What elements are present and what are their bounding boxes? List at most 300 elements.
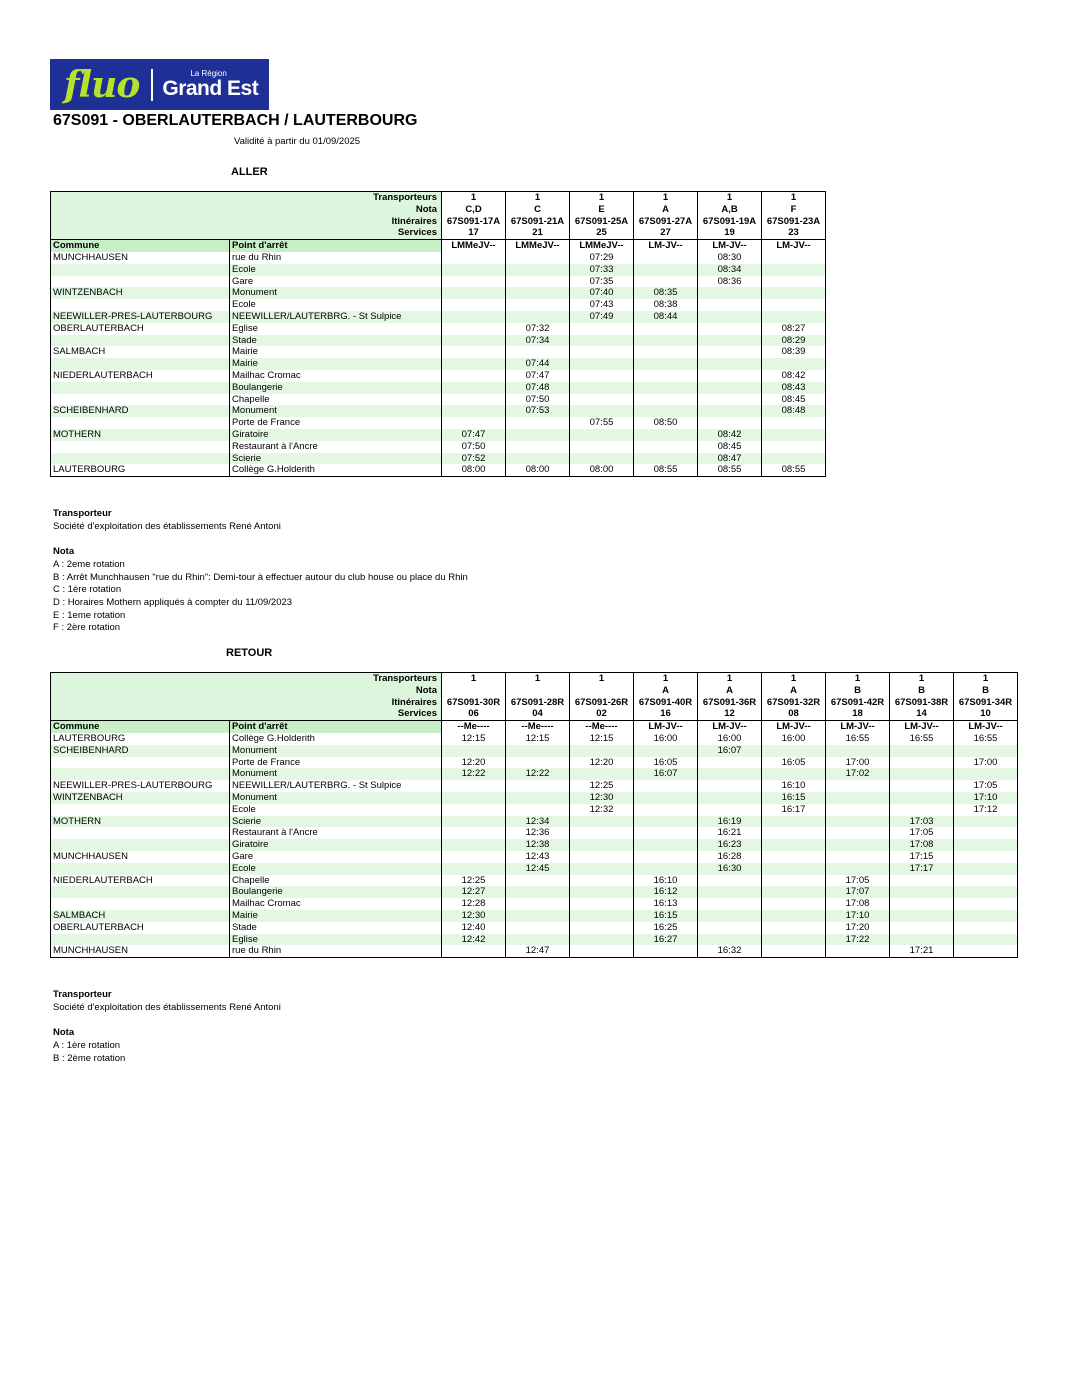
time-cell: 17:05 (890, 827, 954, 839)
time-cell (442, 839, 506, 851)
aller-footer (53, 508, 468, 635)
time-cell (698, 804, 762, 816)
stop-cell: Mailhac Cromac (230, 370, 442, 382)
time-cell (634, 370, 698, 382)
commune-cell: NEEWILLER-PRES-LAUTERBOURG (51, 311, 230, 323)
aller-nota-cell: E (570, 204, 634, 216)
table-row (51, 464, 826, 476)
commune-cell: OBERLAUTERBACH (51, 323, 230, 335)
time-cell (506, 264, 570, 276)
time-cell (954, 898, 1018, 910)
stop-cell: Monument (230, 768, 442, 780)
time-cell (762, 264, 826, 276)
retour-itineraire-cell: 67S091-42R (826, 697, 890, 709)
time-cell (698, 287, 762, 299)
time-cell (506, 346, 570, 358)
nota-item: C : 1ère rotation (53, 584, 122, 596)
time-cell: 08:00 (442, 464, 506, 476)
retour-service-cell: 02 (570, 708, 634, 720)
retour-nota-cell (506, 685, 570, 697)
time-cell: 12:30 (570, 792, 634, 804)
time-cell (762, 875, 826, 887)
retour-service-cell: 08 (762, 708, 826, 720)
stop-cell: Mairie (230, 346, 442, 358)
aller-days-cell: LM-JV-- (698, 240, 762, 252)
time-cell (634, 851, 698, 863)
table-row (51, 453, 826, 465)
table-row (51, 311, 826, 323)
time-cell (570, 382, 634, 394)
table-row (51, 323, 826, 335)
time-cell (570, 323, 634, 335)
time-cell (762, 311, 826, 323)
commune-cell (51, 863, 230, 875)
aller-transporteur-cell: 1 (442, 192, 506, 204)
time-cell: 16:32 (698, 945, 762, 957)
time-cell: 16:05 (762, 757, 826, 769)
time-cell: 07:32 (506, 323, 570, 335)
time-cell (442, 804, 506, 816)
time-cell: 16:27 (634, 934, 698, 946)
commune-cell (51, 264, 230, 276)
time-cell: 12:47 (506, 945, 570, 957)
commune-cell: MOTHERN (51, 816, 230, 828)
time-cell (698, 346, 762, 358)
retour-itineraire-cell: 67S091-28R (506, 697, 570, 709)
time-cell: 08:44 (634, 311, 698, 323)
time-cell (762, 934, 826, 946)
aller-days-cell: LM-JV-- (762, 240, 826, 252)
time-cell (890, 875, 954, 887)
logo-separator (151, 69, 153, 101)
table-row (51, 441, 826, 453)
table-row (51, 839, 1018, 851)
aller-itineraire-cell: 67S091-17A (442, 216, 506, 228)
retour-days-cell: LM-JV-- (954, 721, 1018, 733)
time-cell (506, 745, 570, 757)
retour-days-cell: --Me---- (506, 721, 570, 733)
table-row (51, 875, 1018, 887)
retour-days-cell: LM-JV-- (890, 721, 954, 733)
aller-service-cell: 27 (634, 227, 698, 239)
time-cell (890, 886, 954, 898)
time-cell (634, 323, 698, 335)
time-cell: 07:44 (506, 358, 570, 370)
aller-header-service (51, 227, 826, 239)
commune-cell: LAUTERBOURG (51, 464, 230, 476)
time-cell (506, 780, 570, 792)
time-cell (698, 405, 762, 417)
time-cell: 07:43 (570, 299, 634, 311)
time-cell (890, 745, 954, 757)
time-cell (698, 358, 762, 370)
time-cell (506, 441, 570, 453)
stop-cell: Boulangerie (230, 886, 442, 898)
table-row (51, 264, 826, 276)
time-cell: 16:21 (698, 827, 762, 839)
time-cell (762, 745, 826, 757)
time-cell: 08:00 (506, 464, 570, 476)
time-cell (826, 792, 890, 804)
time-cell (442, 370, 506, 382)
time-cell (762, 863, 826, 875)
time-cell (570, 405, 634, 417)
retour-header-label-service: Services (51, 708, 442, 720)
table-row (51, 276, 826, 288)
time-cell: 16:07 (698, 745, 762, 757)
time-cell (890, 792, 954, 804)
retour-nota-cell: A (698, 685, 762, 697)
time-cell (442, 264, 506, 276)
retour-itineraire-cell: 67S091-26R (570, 697, 634, 709)
stop-cell: Stade (230, 335, 442, 347)
time-cell (506, 757, 570, 769)
time-cell: 17:17 (890, 863, 954, 875)
time-cell: 12:22 (442, 768, 506, 780)
time-cell: 08:00 (570, 464, 634, 476)
commune-cell: MUNCHHAUSEN (51, 851, 230, 863)
time-cell (570, 816, 634, 828)
time-cell (762, 768, 826, 780)
time-cell: 12:15 (570, 733, 634, 745)
stop-cell: NEEWILLER/LAUTERBRG. - St Sulpice (230, 311, 442, 323)
retour-transporteur-cell: 1 (954, 673, 1018, 685)
stop-cell: Ecole (230, 264, 442, 276)
aller-header-label-transporteur: Transporteurs (51, 192, 442, 204)
table-row (51, 768, 1018, 780)
table-row (51, 394, 826, 406)
retour-service-cell: 06 (442, 708, 506, 720)
time-cell (954, 910, 1018, 922)
time-cell (442, 382, 506, 394)
time-cell (506, 792, 570, 804)
stop-cell: Stade (230, 922, 442, 934)
retour-transporteur-cell: 1 (570, 673, 634, 685)
stop-cell: Porte de France (230, 417, 442, 429)
time-cell: 08:38 (634, 299, 698, 311)
table-row (51, 851, 1018, 863)
time-cell (698, 934, 762, 946)
commune-cell: SALMBACH (51, 346, 230, 358)
commune-cell: SCHEIBENHARD (51, 745, 230, 757)
validity-date: Validité à partir du 01/09/2025 (234, 136, 361, 147)
time-cell: 17:20 (826, 922, 890, 934)
time-cell: 17:08 (890, 839, 954, 851)
aller-nota-cell: A,B (698, 204, 762, 216)
page-title: 67S091 - OBERLAUTERBACH / LAUTERBOURG (53, 112, 418, 129)
time-cell: 07:35 (570, 276, 634, 288)
stop-cell: Eglise (230, 323, 442, 335)
aller-transporteur-name: Société d'exploitation des établissements René Antoni (53, 520, 281, 532)
time-cell: 16:25 (634, 922, 698, 934)
time-cell (634, 441, 698, 453)
aller-service-cell: 19 (698, 227, 762, 239)
time-cell: 12:30 (442, 910, 506, 922)
stop-cell: Gare (230, 851, 442, 863)
time-cell (698, 910, 762, 922)
aller-transporteur-cell: 1 (634, 192, 698, 204)
time-cell (826, 745, 890, 757)
time-cell (442, 394, 506, 406)
table-row (51, 299, 826, 311)
time-cell: 16:28 (698, 851, 762, 863)
nota-item: B : Arrêt Munchhausen "rue du Rhin": Demi-tour à effectuer autour du club house ou place du Rhin (53, 571, 468, 583)
logo-fluo-text: fluo (64, 63, 140, 106)
retour-transporteur-cell: 1 (762, 673, 826, 685)
table-row (51, 733, 1018, 745)
nota-item: A : 2eme rotation (53, 558, 125, 570)
stop-cell: Eglise (230, 934, 442, 946)
commune-cell (51, 335, 230, 347)
aller-nota-cell: F (762, 204, 826, 216)
retour-transporteur-cell: 1 (826, 673, 890, 685)
time-cell (506, 299, 570, 311)
retour-days-cell: LM-JV-- (762, 721, 826, 733)
table-row (51, 945, 1018, 957)
time-cell (698, 922, 762, 934)
time-cell: 17:12 (954, 804, 1018, 816)
aller-header-label-itineraire: Itinéraires (51, 216, 442, 228)
stop-cell: Chapelle (230, 875, 442, 887)
retour-service-cell: 16 (634, 708, 698, 720)
time-cell: 08:42 (762, 370, 826, 382)
aller-itineraire-cell: 67S091-27A (634, 216, 698, 228)
aller-service-cell: 17 (442, 227, 506, 239)
retour-header-nota (51, 685, 1018, 697)
aller-days-cell: LM-JV-- (634, 240, 698, 252)
time-cell: 17:10 (826, 910, 890, 922)
time-cell (698, 323, 762, 335)
time-cell (506, 252, 570, 264)
time-cell (442, 827, 506, 839)
retour-nota-title: Nota (53, 1027, 75, 1039)
time-cell (954, 922, 1018, 934)
time-cell: 12:43 (506, 851, 570, 863)
aller-days-cell: LMMeJV-- (506, 240, 570, 252)
time-cell (762, 429, 826, 441)
retour-nota-cell: A (762, 685, 826, 697)
time-cell: 17:21 (890, 945, 954, 957)
stop-cell: Scierie (230, 816, 442, 828)
table-row (51, 792, 1018, 804)
time-cell: 08:30 (698, 252, 762, 264)
time-cell (442, 863, 506, 875)
time-cell (698, 417, 762, 429)
time-cell (570, 922, 634, 934)
retour-transporteur-cell: 1 (698, 673, 762, 685)
retour-notes (53, 1040, 281, 1065)
time-cell: 12:34 (506, 816, 570, 828)
aller-transporteur-title: Transporteur (53, 508, 112, 519)
time-cell: 17:15 (890, 851, 954, 863)
aller-transporteur-cell: 1 (698, 192, 762, 204)
time-cell (570, 827, 634, 839)
time-cell: 16:55 (826, 733, 890, 745)
aller-days-cell: LMMeJV-- (570, 240, 634, 252)
time-cell: 16:15 (762, 792, 826, 804)
time-cell (506, 886, 570, 898)
time-cell (762, 827, 826, 839)
table-row (51, 429, 826, 441)
aller-transporteur-cell: 1 (570, 192, 634, 204)
time-cell (442, 417, 506, 429)
time-cell: 17:05 (954, 780, 1018, 792)
time-cell (762, 441, 826, 453)
time-cell: 16:19 (698, 816, 762, 828)
table-row (51, 780, 1018, 792)
time-cell (954, 768, 1018, 780)
time-cell (570, 863, 634, 875)
time-cell: 16:15 (634, 910, 698, 922)
table-row (51, 417, 826, 429)
time-cell (570, 358, 634, 370)
time-cell: 12:42 (442, 934, 506, 946)
commune-cell: LAUTERBOURG (51, 733, 230, 745)
time-cell (442, 358, 506, 370)
time-cell (954, 851, 1018, 863)
time-cell (442, 287, 506, 299)
time-cell: 08:50 (634, 417, 698, 429)
stop-cell: rue du Rhin (230, 945, 442, 957)
aller-header-itineraire (51, 216, 826, 228)
table-row (51, 757, 1018, 769)
time-cell: 08:35 (634, 287, 698, 299)
time-cell: 07:52 (442, 453, 506, 465)
aller-days-cell: LMMeJV-- (442, 240, 506, 252)
time-cell (634, 335, 698, 347)
time-cell (570, 441, 634, 453)
commune-cell (51, 827, 230, 839)
commune-cell (51, 394, 230, 406)
time-cell (698, 875, 762, 887)
time-cell (762, 910, 826, 922)
time-cell: 07:47 (442, 429, 506, 441)
time-cell (826, 804, 890, 816)
time-cell (698, 299, 762, 311)
time-cell: 12:36 (506, 827, 570, 839)
time-cell (698, 768, 762, 780)
retour-days-cell: --Me---- (442, 721, 506, 733)
time-cell: 16:07 (634, 768, 698, 780)
time-cell: 16:10 (762, 780, 826, 792)
time-cell (634, 780, 698, 792)
time-cell: 07:34 (506, 335, 570, 347)
time-cell (506, 910, 570, 922)
aller-itineraire-cell: 67S091-23A (762, 216, 826, 228)
time-cell: 07:53 (506, 405, 570, 417)
commune-cell (51, 839, 230, 851)
time-cell: 17:10 (954, 792, 1018, 804)
time-cell: 17:00 (826, 757, 890, 769)
commune-cell (51, 441, 230, 453)
retour-nota-cell (442, 685, 506, 697)
stop-cell: Boulangerie (230, 382, 442, 394)
time-cell (890, 898, 954, 910)
time-cell (506, 922, 570, 934)
time-cell: 07:49 (570, 311, 634, 323)
time-cell (890, 934, 954, 946)
time-cell: 07:50 (442, 441, 506, 453)
commune-cell: MOTHERN (51, 429, 230, 441)
time-cell: 17:03 (890, 816, 954, 828)
time-cell: 17:07 (826, 886, 890, 898)
time-cell (954, 816, 1018, 828)
time-cell (570, 851, 634, 863)
table-row (51, 827, 1018, 839)
time-cell: 08:34 (698, 264, 762, 276)
time-cell (762, 945, 826, 957)
time-cell (890, 804, 954, 816)
stop-cell: NEEWILLER/LAUTERBRG. - St Sulpice (230, 780, 442, 792)
time-cell (698, 311, 762, 323)
stop-cell: Monument (230, 745, 442, 757)
time-cell: 08:27 (762, 323, 826, 335)
commune-cell: NIEDERLAUTERBACH (51, 875, 230, 887)
commune-cell: MUNCHHAUSEN (51, 945, 230, 957)
time-cell: 07:55 (570, 417, 634, 429)
nota-item: B : 2ème rotation (53, 1052, 126, 1064)
commune-cell (51, 382, 230, 394)
aller-service-cell: 25 (570, 227, 634, 239)
retour-nota-cell: B (826, 685, 890, 697)
commune-cell (51, 276, 230, 288)
time-cell (442, 405, 506, 417)
time-cell (954, 827, 1018, 839)
time-cell: 12:38 (506, 839, 570, 851)
time-cell (442, 780, 506, 792)
fluo-grand-est-logo (50, 59, 269, 110)
time-cell (570, 335, 634, 347)
stop-cell: Chapelle (230, 394, 442, 406)
time-cell (506, 276, 570, 288)
time-cell (442, 851, 506, 863)
table-row (51, 910, 1018, 922)
aller-header-label-nota: Nota (51, 204, 442, 216)
stop-cell: Monument (230, 287, 442, 299)
time-cell (762, 816, 826, 828)
table-row (51, 745, 1018, 757)
time-cell: 07:47 (506, 370, 570, 382)
table-row (51, 898, 1018, 910)
retour-transporteur-cell: 1 (634, 673, 698, 685)
time-cell (442, 346, 506, 358)
stop-cell: Scierie (230, 453, 442, 465)
time-cell (954, 863, 1018, 875)
commune-cell: NIEDERLAUTERBACH (51, 370, 230, 382)
retour-service-cell: 10 (954, 708, 1018, 720)
retour-header-label-itineraire: Itinéraires (51, 697, 442, 709)
time-cell (826, 851, 890, 863)
time-cell (954, 934, 1018, 946)
commune-cell (51, 898, 230, 910)
time-cell (570, 934, 634, 946)
table-row (51, 382, 826, 394)
time-cell (698, 898, 762, 910)
stop-cell: Collège G.Holderith (230, 733, 442, 745)
commune-cell (51, 417, 230, 429)
time-cell (826, 780, 890, 792)
time-cell (762, 886, 826, 898)
time-cell: 12:27 (442, 886, 506, 898)
time-cell (698, 382, 762, 394)
commune-cell: WINTZENBACH (51, 287, 230, 299)
stop-cell: Giratoire (230, 839, 442, 851)
time-cell: 07:29 (570, 252, 634, 264)
time-cell: 12:40 (442, 922, 506, 934)
aller-service-cell: 23 (762, 227, 826, 239)
time-cell (634, 745, 698, 757)
time-cell (634, 346, 698, 358)
